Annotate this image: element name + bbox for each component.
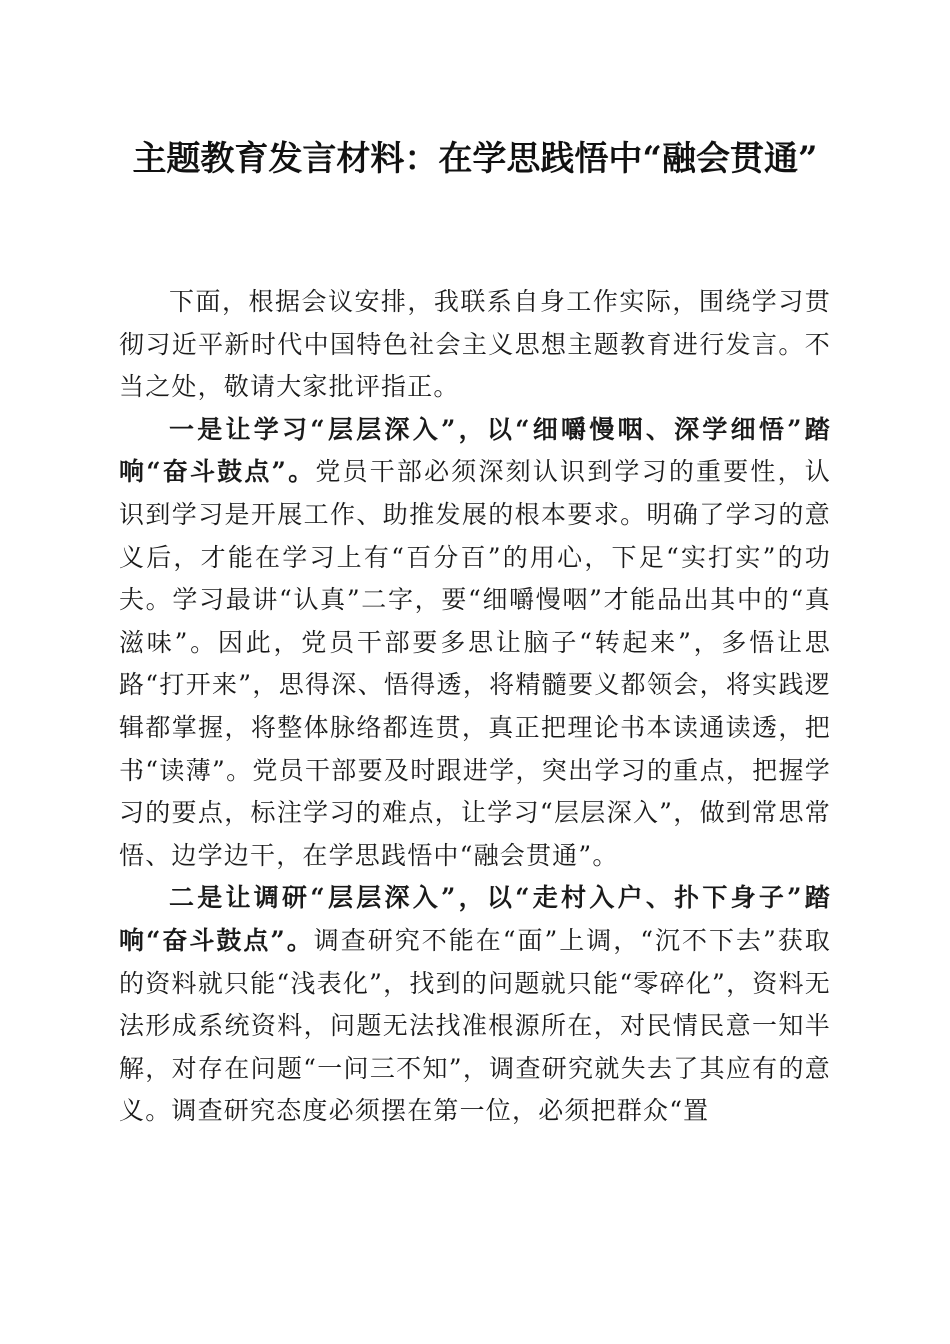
- paragraph-text: 党员干部必须深刻认识到学习的重要性，认识到学习是开展工作、助推发展的根本要求。明确了学习的意义后，才能在学习上有“百分百”的用心，下足“实打实”的功夫。学习最讲“认真”二字，要“细嚼慢咽”才能品出其中的“真滋味”。因此，党员干部要多思让脑子“转起来”，多悟让思路“打开来”，思得深、悟得透，将精髓要义都领会，将实践逻辑都掌握，将整体脉络都连贯，真正把理论书本读通读透，把书“读薄”。党员干部要及时跟进学，突出学习的重点，把握学习的要点，标注学习的难点，让学习“层层深入”，做到常思常悟、边学边干，在学思践悟中“融会贯通”。: [119, 457, 831, 870]
- document-body: [119, 281, 831, 1133]
- paragraph-text: 调查研究不能在“面”上调，“沉不下去”获取的资料就只能“浅表化”，找到的问题就只能“零碎化”，资料无法形成系统资料，问题无法找准根源所在，对民情民意一知半解，对存在问题“一问三不知”，调查研究就失去了其应有的意义。调查研究态度必须摆在第一位，必须把群众“置: [119, 925, 831, 1126]
- paragraph-point-one: [119, 409, 831, 878]
- paragraph-lead: 一是让学习“层层深入”，以“细嚼慢咽、深学细悟”踏响“奋斗鼓点”。: [119, 414, 831, 487]
- paragraph-intro: [119, 281, 831, 409]
- paragraph-point-two: [119, 877, 831, 1133]
- paragraph-lead: 二是让调研“层层深入”，以“走村入户、扑下身子”踏响“奋斗鼓点”。: [119, 883, 831, 955]
- paragraph-text: 下面，根据会议安排，我联系自身工作实际，围绕学习贯彻习近平新时代中国特色社会主义思想主题教育进行发言。不当之处，敬请大家批评指正。: [119, 287, 831, 402]
- document-title: 主题教育发言材料：在学思践悟中“融会贯通”: [132, 139, 818, 179]
